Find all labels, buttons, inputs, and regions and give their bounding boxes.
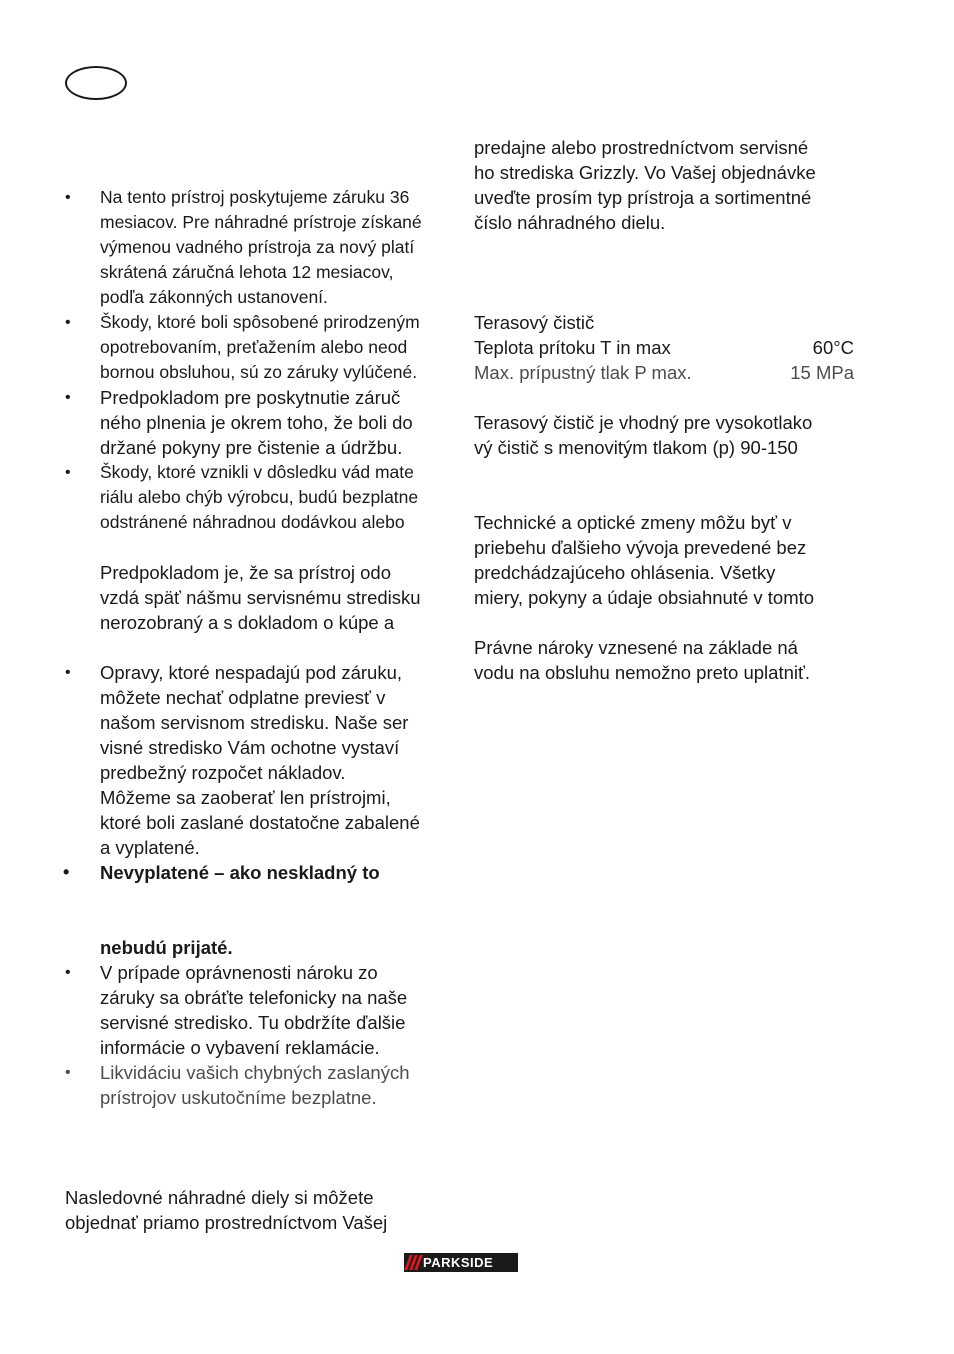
changes-line: Technické a optické zmeny môžu byť v: [474, 512, 792, 533]
bullet-2-line: bornou obsluhou, sú zo záruky vylúčené.: [100, 362, 418, 382]
bullet-5-line: predbežný rozpočet nákladov.: [100, 762, 346, 783]
order-info-line: ho strediska Grizzly. Vo Vašej objednávke: [474, 162, 816, 183]
language-marker-oval: [65, 66, 127, 100]
bullet-1-line: Na tento prístroj poskytujeme záruku 36: [100, 187, 410, 207]
spec-pressure-value: 15 MPa: [790, 362, 854, 383]
changes-line: priebehu ďalšieho vývoja prevedené bez: [474, 537, 807, 558]
order-info-line: predajne alebo prostredníctvom servisné: [474, 137, 809, 158]
logo-stripes-icon: [407, 1255, 420, 1270]
bullet-5-line: ktoré boli zaslané dostatočne zabalené: [100, 812, 420, 833]
bullet-3-line: ného plnenia je okrem toho, že boli do: [100, 412, 413, 433]
bullet-2-symbol: •: [65, 314, 71, 331]
order-info-line: uveďte prosím typ prístroja a sortimentné: [474, 187, 812, 208]
paragraph-line: Predpokladom je, že sa prístroj odo: [100, 562, 392, 583]
parkside-logo: [404, 1253, 518, 1272]
bullet-1-line: mesiacov. Pre náhradné prístroje získané: [100, 212, 422, 232]
bullet-7-line: záruky sa obráťte telefonicky na naše: [100, 987, 408, 1008]
bullet-6-symbol: •: [63, 862, 70, 882]
suitability-line: vý čistič s menovitým tlakom (p) 90-150: [474, 437, 798, 458]
spare-parts-line: Nasledovné náhradné diely si môžete: [65, 1187, 374, 1208]
bullet-5-symbol: •: [65, 664, 71, 681]
spare-parts-line: objednať priamo prostredníctvom Vašej: [65, 1212, 388, 1233]
legal-line: Právne nároky vznesené na základe ná: [474, 637, 798, 658]
bullet-8-symbol: •: [65, 1064, 71, 1081]
logo-brand-text: PARKSIDE: [423, 1255, 494, 1270]
order-info-line: číslo náhradného dielu.: [474, 212, 666, 233]
bullet-5-line: visné stredisko Vám ochotne vystaví: [100, 737, 400, 758]
bullet-3-line: Predpokladom pre poskytnutie záruč: [100, 387, 401, 408]
bullet-1-symbol: •: [65, 189, 71, 206]
spec-temperature-label: Teplota prítoku T in max: [474, 337, 671, 358]
spec-pressure-label: Max. prípustný tlak P max.: [474, 362, 692, 383]
bullet-5-line: Opravy, ktoré nespadajú pod záruku,: [100, 662, 402, 683]
bullet-4-line: riálu alebo chýb výrobcu, budú bezplatne: [100, 487, 419, 507]
bullet-7-line: V prípade oprávnenosti nároku zo: [100, 962, 378, 983]
bullet-7-line: servisné stredisko. Tu obdržíte ďalšie: [100, 1012, 406, 1033]
bullet-6-continuation: nebudú prijaté.: [100, 937, 233, 958]
bullet-1-line: podľa zákonných ustanovení.: [100, 287, 328, 307]
suitability-line: Terasový čistič je vhodný pre vysokotlako: [474, 412, 813, 433]
bullet-6-line: Nevyplatené – ako neskladný to: [100, 862, 380, 883]
legal-line: vodu na obsluhu nemožno preto uplatniť.: [474, 662, 811, 683]
bullet-1-line: výmenou vadného prístroja za nový platí: [100, 237, 415, 257]
bullet-5-line: našom servisnom stredisku. Naše ser: [100, 712, 409, 733]
bullet-5-line: môžete nechať odplatne previesť v: [100, 687, 386, 708]
bullet-3-line: držané pokyny pre čistenie a údržbu.: [100, 437, 403, 458]
bullet-7-symbol: •: [65, 964, 71, 981]
bullet-7-line: informácie o vybavení reklamácie.: [100, 1037, 380, 1058]
bullet-8-line: Likvidáciu vašich chybných zaslaných: [100, 1062, 410, 1083]
bullet-4-line: Škody, ktoré vznikli v dôsledku vád mate: [100, 462, 414, 482]
spec-temperature-value: 60°C: [812, 337, 854, 358]
bullet-4-symbol: •: [65, 464, 71, 481]
product-name: Terasový čistič: [474, 312, 595, 333]
bullet-5-line: Môžeme sa zaoberať len prístrojmi,: [100, 787, 391, 808]
changes-line: predchádzajúceho ohlásenia. Všetky: [474, 562, 776, 583]
bullet-4-line: odstránené náhradnou dodávkou alebo: [100, 512, 405, 532]
bullet-8-line: prístrojov uskutočníme bezplatne.: [100, 1087, 377, 1108]
paragraph-line: nerozobraný a s dokladom o kúpe a: [100, 612, 395, 633]
bullet-5-line: a vyplatené.: [100, 837, 200, 858]
bullet-1-line: skrátená záručná lehota 12 mesiacov,: [100, 262, 394, 282]
bullet-2-line: Škody, ktoré boli spôsobené prirodzeným: [100, 312, 420, 332]
bullet-3-symbol: •: [65, 389, 71, 406]
paragraph-line: vzdá späť nášmu servisnému stredisku: [100, 587, 421, 608]
changes-line: miery, pokyny a údaje obsiahnuté v tomto: [474, 587, 815, 608]
bullet-2-line: opotrebovaním, preťažením alebo neod: [100, 337, 408, 357]
